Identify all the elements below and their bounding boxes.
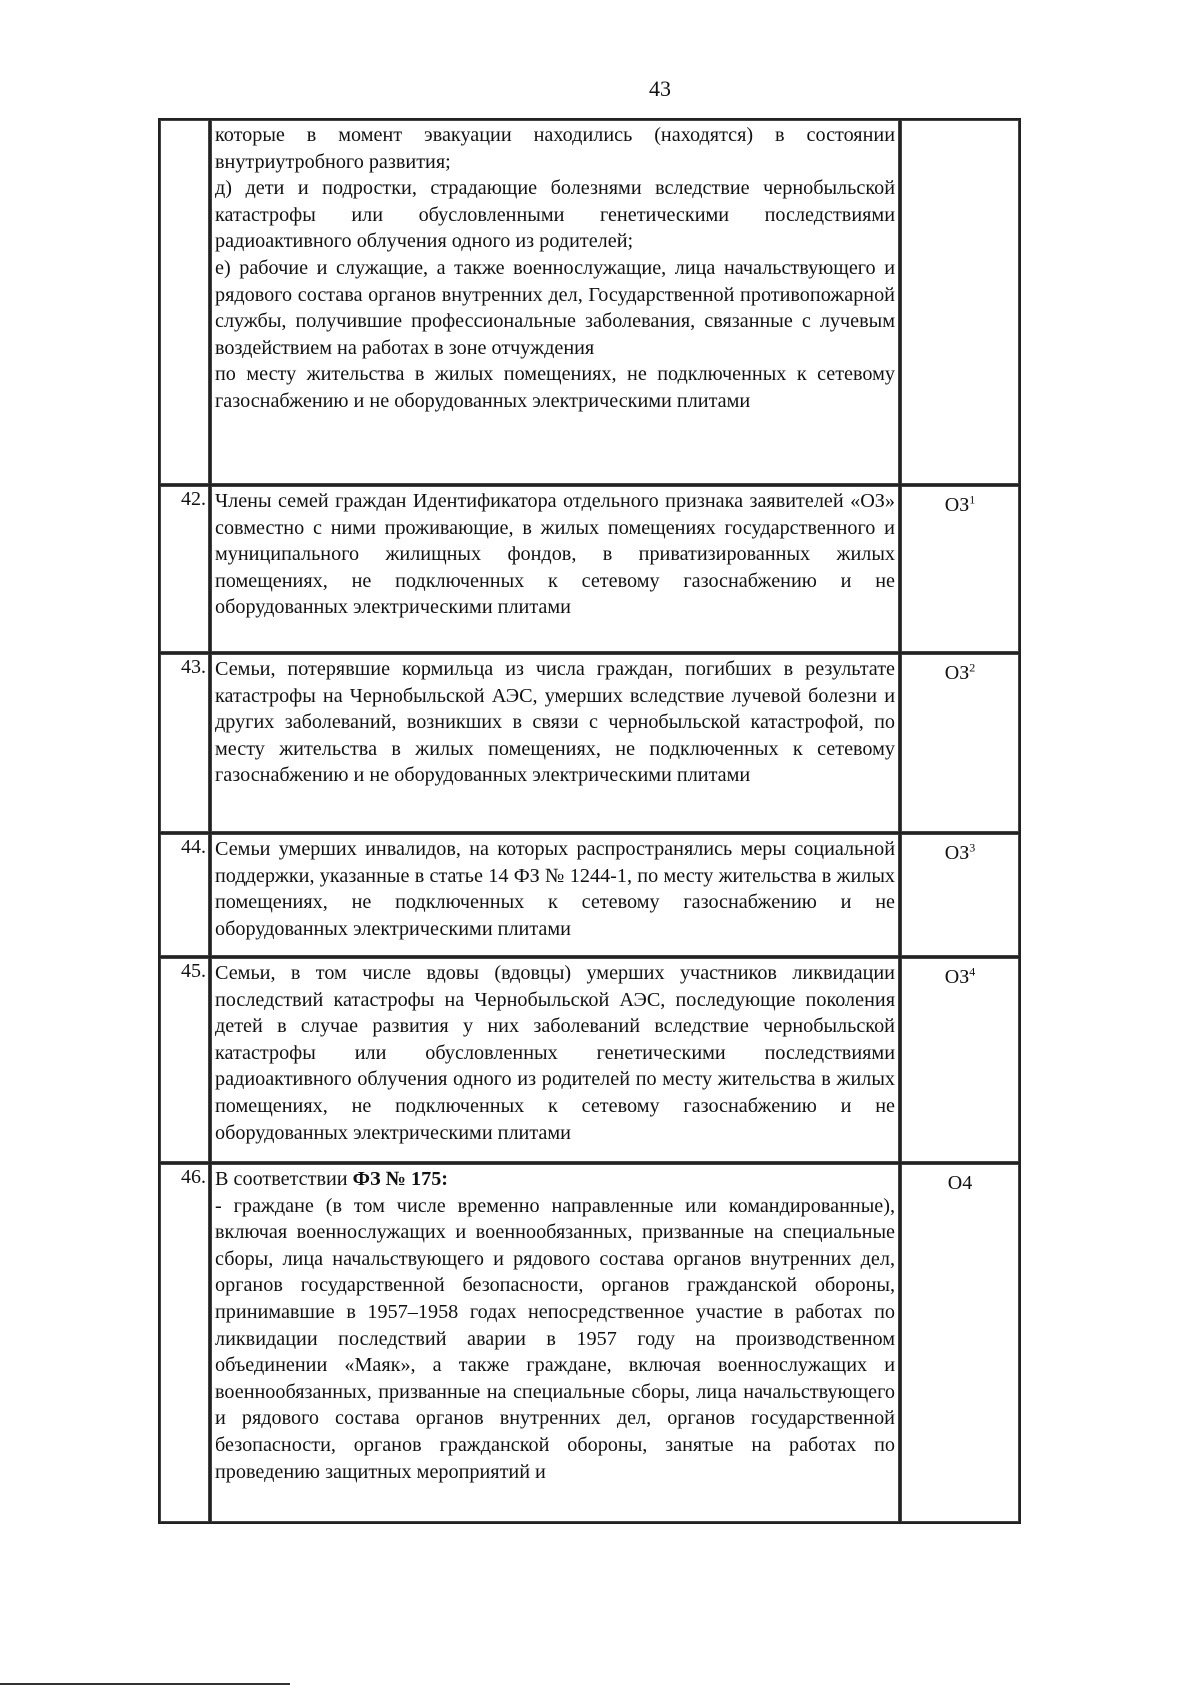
row-paragraph: которые в момент эвакуации находились (находятся) в состоянии внутриутробного развития; — [215, 124, 895, 173]
row-description — [210, 957, 900, 1163]
row-description — [210, 1163, 900, 1523]
row-code — [900, 119, 1020, 485]
row-description — [210, 833, 900, 957]
row-paragraph: Семьи, в том числе вдовы (вдовцы) умерших участников ликвидации последствий катастрофы на Чернобыльской АЭС, последующие поколения детей в случае развития у них заболеваний вследствие чернобыльской катастрофы или обусловленных генетическими последствиями радиоактивного облучения одного из родителей по месту жительства в жилых помещениях, не подключенных к сетевому газоснабжению и не оборудованных электрическими плитами — [215, 962, 895, 1144]
row-number: 42. — [159, 485, 210, 653]
row-paragraph: по месту жительства в жилых помещениях, не подключенных к сетевому газоснабжению и не оборудованных электрическими плитами — [215, 363, 895, 412]
page-number: 43 — [649, 76, 671, 101]
row-description — [210, 119, 900, 485]
row-lead-law: ФЗ № 175: — [352, 1168, 449, 1190]
row-paragraph: Члены семей граждан Идентификатора отдельного признака заявителей «ОЗ» совместно с ними проживающие, в жилых помещениях государственного и муниципального жилищных фондов, в приватизированных жилых помещениях, не подключенных к сетевому газоснабжению и не оборудованных электрическими плитами — [215, 490, 895, 619]
code-label: О4 — [947, 1172, 973, 1194]
code-superscript: 3 — [969, 840, 976, 855]
row-description — [210, 653, 900, 833]
row-paragraph: Семьи умерших инвалидов, на которых распространялись меры социальной поддержки, указанные в статье 14 ФЗ № 1244-1, по месту жительства в жилых помещениях, не подключенных к сетевому газоснабжению и не оборудованных электрическими плитами — [215, 838, 895, 940]
table-row — [159, 957, 1020, 1163]
code-label: ОЗ — [944, 966, 970, 988]
row-number: 44. — [159, 833, 210, 957]
row-paragraph: - граждане (в том числе временно направленные или командированные), включая военнослужащих и военнообязанных, призванные на специальные сборы, лица начальствующего и рядового состава органов внутренних дел, органов государственной безопасности, органов гражданской обороны, принимавшие в 1957–1958 годах непосредственное участие в работах по ликвидации последствий аварии в 1957 году на производственном объединении «Маяк», а также граждане, включая военнослужащих и военнообязанных, призванные на специальные сборы, лица начальствующего и рядового состава органов внутренних дел, органов государственной безопасности, органов гражданской обороны, занятые на работах по проведению защитных мероприятий и — [215, 1194, 895, 1483]
footer-rule — [0, 1683, 290, 1685]
row-code — [900, 833, 1020, 957]
code-label: ОЗ — [944, 662, 970, 684]
table-row — [159, 833, 1020, 957]
code-superscript: 1 — [969, 492, 976, 507]
row-number: 46. — [159, 1163, 210, 1523]
row-number — [159, 119, 210, 485]
row-paragraph: Семьи, потерявшие кормильца из числа граждан, погибших в результате катастрофы на Чернобыльской АЭС, умерших вследствие лучевой болезни и других заболеваний, возникших в связи с чернобыльской катастрофой, по месту жительства в жилых помещениях, не подключенных к сетевому газоснабжению и не оборудованных электрическими плитами — [215, 658, 895, 787]
row-description — [210, 485, 900, 653]
code-superscript: 4 — [969, 964, 976, 979]
code-label: ОЗ — [944, 842, 970, 864]
row-number: 45. — [159, 957, 210, 1163]
table-row — [159, 1163, 1020, 1523]
row-paragraph: е) рабочие и служащие, а также военнослужащие, лица начальствующего и рядового состава органов внутренних дел, Государственной противопожарной службы, получившие профессиональные заболевания, связанные с лучевым воздействием на работах в зоне отчуждения — [215, 256, 895, 359]
row-lead-text: В соответствии — [215, 1168, 353, 1190]
row-code — [900, 957, 1020, 1163]
row-code — [900, 653, 1020, 833]
table-body — [159, 119, 1020, 1523]
row-code — [900, 1163, 1020, 1523]
benefit-category-table — [158, 118, 1021, 1524]
row-number: 43. — [159, 653, 210, 833]
table-row — [159, 485, 1020, 653]
code-label: ОЗ — [944, 494, 970, 516]
table-row — [159, 653, 1020, 833]
row-lead — [215, 1166, 895, 1193]
row-paragraph: д) дети и подростки, страдающие болезнями вследствие чернобыльской катастрофы или обусловленными генетическими последствиями радиоактивного облучения одного из родителей; — [215, 177, 895, 253]
code-superscript: 2 — [969, 660, 976, 675]
table-row — [159, 119, 1020, 485]
row-code — [900, 485, 1020, 653]
